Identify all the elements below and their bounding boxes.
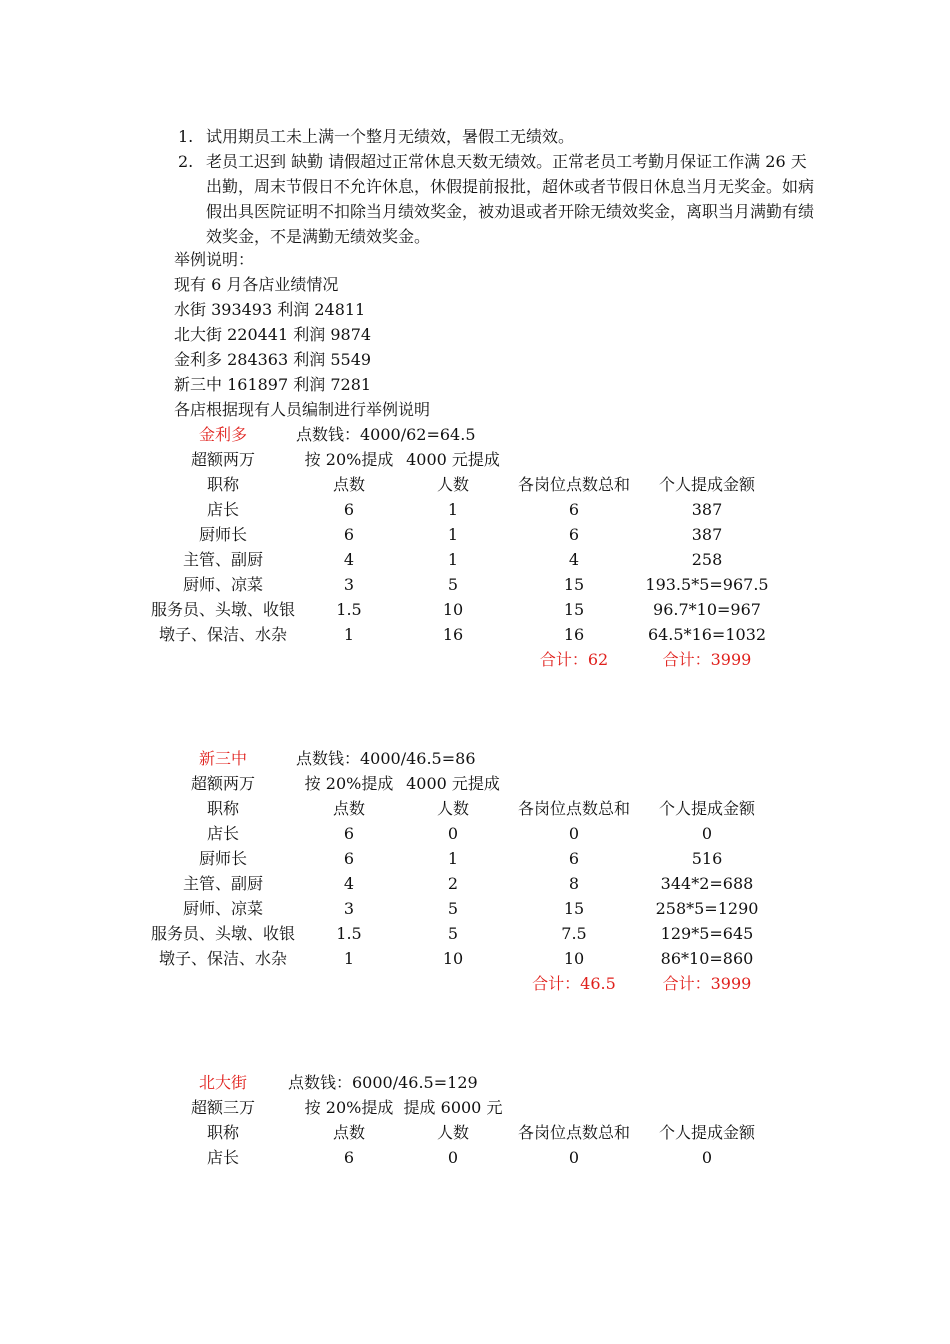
cell: 4 — [343, 874, 355, 893]
table-row — [150, 572, 770, 597]
intro-line: 现有 6 月各店业绩情况 — [174, 275, 339, 294]
cell: 6 — [343, 824, 355, 843]
header-points-sum: 各岗位点数总和 — [517, 799, 630, 818]
cell: 15 — [563, 899, 585, 918]
header-title: 职称 — [206, 1123, 239, 1142]
total-points: 合计：62 — [539, 650, 609, 669]
header-amount: 个人提成金额 — [658, 475, 755, 494]
store-table-jinliduo — [150, 422, 770, 672]
cell: 86*10=860 — [660, 949, 754, 968]
cell: 4 — [343, 550, 355, 569]
intro-line: 新三中 161897 利润 7281 — [174, 375, 372, 394]
cell: 0 — [701, 1148, 713, 1167]
bonus-label: 提成 6000 元 — [403, 1098, 503, 1117]
cell: 店长 — [206, 824, 239, 843]
cell: 8 — [568, 874, 580, 893]
rules-list — [174, 124, 814, 249]
cell: 258*5=1290 — [655, 899, 759, 918]
cell: 服务员、头墩、收银 — [150, 600, 295, 619]
store-name: 新三中 — [198, 749, 247, 768]
header-points-sum: 各岗位点数总和 — [517, 475, 630, 494]
intro-line: 金利多 284363 利润 5549 — [174, 350, 372, 369]
rule-item — [174, 124, 814, 149]
cell: 5 — [447, 899, 459, 918]
header-row — [150, 1120, 770, 1145]
header-headcount: 人数 — [436, 475, 469, 494]
cell: 4 — [568, 550, 580, 569]
bonus-label: 4000 元提成 — [406, 774, 500, 793]
cell: 1 — [447, 525, 459, 544]
cell: 1.5 — [336, 924, 362, 943]
intro-line: 举例说明： — [174, 250, 255, 269]
cell: 店长 — [206, 500, 239, 519]
cell: 6 — [568, 500, 580, 519]
cell: 6 — [343, 849, 355, 868]
rule-item — [174, 149, 814, 249]
store-name: 北大街 — [198, 1073, 247, 1092]
rate-label: 按 20%提成 — [304, 774, 394, 793]
cell: 129*5=645 — [660, 924, 754, 943]
cell: 16 — [563, 625, 585, 644]
intro-line: 北大街 220441 利润 9874 — [174, 325, 372, 344]
cell: 1 — [343, 625, 355, 644]
cell: 5 — [447, 575, 459, 594]
header-row — [150, 796, 770, 821]
cell: 516 — [691, 849, 723, 868]
cell: 10 — [442, 949, 464, 968]
cell: 主管、副厨 — [182, 550, 263, 569]
cell: 16 — [442, 625, 464, 644]
store-title-row — [150, 746, 770, 771]
table-row — [150, 946, 770, 971]
cell: 0 — [447, 1148, 459, 1167]
cell: 1.5 — [336, 600, 362, 619]
intro-line: 各店根据现有人员编制进行举例说明 — [174, 400, 431, 419]
header-points-sum: 各岗位点数总和 — [517, 1123, 630, 1142]
cell: 厨师长 — [198, 849, 247, 868]
cell: 344*2=688 — [660, 874, 754, 893]
header-headcount: 人数 — [436, 799, 469, 818]
cell: 2 — [447, 874, 459, 893]
cell: 3 — [343, 899, 355, 918]
cell: 5 — [447, 924, 459, 943]
excess-row — [150, 771, 770, 796]
cell: 店长 — [206, 1148, 239, 1167]
cell: 0 — [447, 824, 459, 843]
point-value — [288, 1070, 504, 1095]
cell: 96.7*10=967 — [653, 600, 761, 619]
header-title: 职称 — [206, 475, 239, 494]
cell: 主管、副厨 — [182, 874, 263, 893]
point-value-text: 点数钱：6000/46.5=129 — [288, 1073, 478, 1092]
table-row — [150, 846, 770, 871]
bonus-label: 4000 元提成 — [406, 450, 500, 469]
header-amount: 个人提成金额 — [658, 799, 755, 818]
cell: 墩子、保洁、水杂 — [158, 949, 287, 968]
total-row — [150, 647, 770, 672]
point-value: 点数钱：4000/62=64.5 — [296, 425, 476, 444]
intro-line: 水街 393493 利润 24811 — [174, 300, 366, 319]
header-title: 职称 — [206, 799, 239, 818]
cell: 193.5*5=967.5 — [645, 575, 769, 594]
example-intro — [174, 247, 430, 422]
rule-number: 2. — [178, 152, 194, 171]
table-row — [150, 821, 770, 846]
cell: 3 — [343, 575, 355, 594]
rule-text: 老员工迟到 缺勤 请假超过正常休息天数无绩效。正常老员工考勤月保证工作满 26 天出勤，周末节假日不允许休息，休假提前报批，超休或者节假日休息当月无奖金。如病假出具医院证明不扣除当月绩效奖金，被劝退或者开除无绩效奖金，离职当月满勤有绩效奖金，不是满勤无绩效奖金。 — [206, 152, 815, 246]
cell: 1 — [343, 949, 355, 968]
table-row — [150, 896, 770, 921]
header-points: 点数 — [332, 475, 365, 494]
rate-label: 按 20%提成 — [304, 450, 394, 469]
cell: 0 — [701, 824, 713, 843]
header-headcount: 人数 — [436, 1123, 469, 1142]
store-table-beidajie — [150, 1070, 770, 1170]
cell: 0 — [568, 1148, 580, 1167]
excess-label: 超额两万 — [190, 450, 255, 469]
cell: 厨师、凉菜 — [182, 575, 263, 594]
total-row — [150, 971, 770, 996]
store-table-xinsanzhong — [150, 746, 770, 996]
excess-label: 超额三万 — [190, 1098, 255, 1117]
cell: 387 — [691, 500, 723, 519]
cell: 墩子、保洁、水杂 — [158, 625, 287, 644]
cell: 6 — [343, 500, 355, 519]
cell: 厨师长 — [198, 525, 247, 544]
cell: 6 — [568, 525, 580, 544]
rate-label: 按 20%提成 — [304, 1098, 394, 1117]
table-row — [150, 522, 770, 547]
header-points: 点数 — [332, 799, 365, 818]
total-amount: 合计：3999 — [662, 974, 752, 993]
excess-row — [150, 447, 770, 472]
cell: 服务员、头墩、收银 — [150, 924, 295, 943]
cell: 0 — [568, 824, 580, 843]
cell: 厨师、凉菜 — [182, 899, 263, 918]
table-row — [150, 871, 770, 896]
cell: 64.5*16=1032 — [647, 625, 767, 644]
cell: 7.5 — [561, 924, 587, 943]
table-row — [150, 1145, 770, 1170]
rule-text: 试用期员工未上满一个整月无绩效，暑假工无绩效。 — [206, 127, 575, 146]
header-row — [150, 472, 770, 497]
total-amount: 合计：3999 — [662, 650, 752, 669]
cell: 10 — [442, 600, 464, 619]
cell: 6 — [343, 525, 355, 544]
table-row — [150, 921, 770, 946]
cell: 258 — [691, 550, 723, 569]
store-title-row — [150, 422, 770, 447]
table-row — [150, 622, 770, 647]
excess-label: 超额两万 — [190, 774, 255, 793]
total-points: 合计：46.5 — [532, 974, 616, 993]
cell: 15 — [563, 600, 585, 619]
store-name: 金利多 — [198, 425, 247, 444]
table-row — [150, 547, 770, 572]
cell: 6 — [568, 849, 580, 868]
cell: 1 — [447, 550, 459, 569]
cell: 1 — [447, 849, 459, 868]
header-amount: 个人提成金额 — [658, 1123, 755, 1142]
store-title-row — [150, 1070, 770, 1095]
header-points: 点数 — [332, 1123, 365, 1142]
cell: 10 — [563, 949, 585, 968]
point-value: 点数钱：4000/46.5=86 — [296, 749, 476, 768]
cell: 387 — [691, 525, 723, 544]
cell: 15 — [563, 575, 585, 594]
excess-row — [150, 1095, 770, 1120]
cell: 6 — [343, 1148, 355, 1167]
rule-number: 1. — [178, 127, 194, 146]
cell: 1 — [447, 500, 459, 519]
table-row — [150, 597, 770, 622]
table-row — [150, 497, 770, 522]
